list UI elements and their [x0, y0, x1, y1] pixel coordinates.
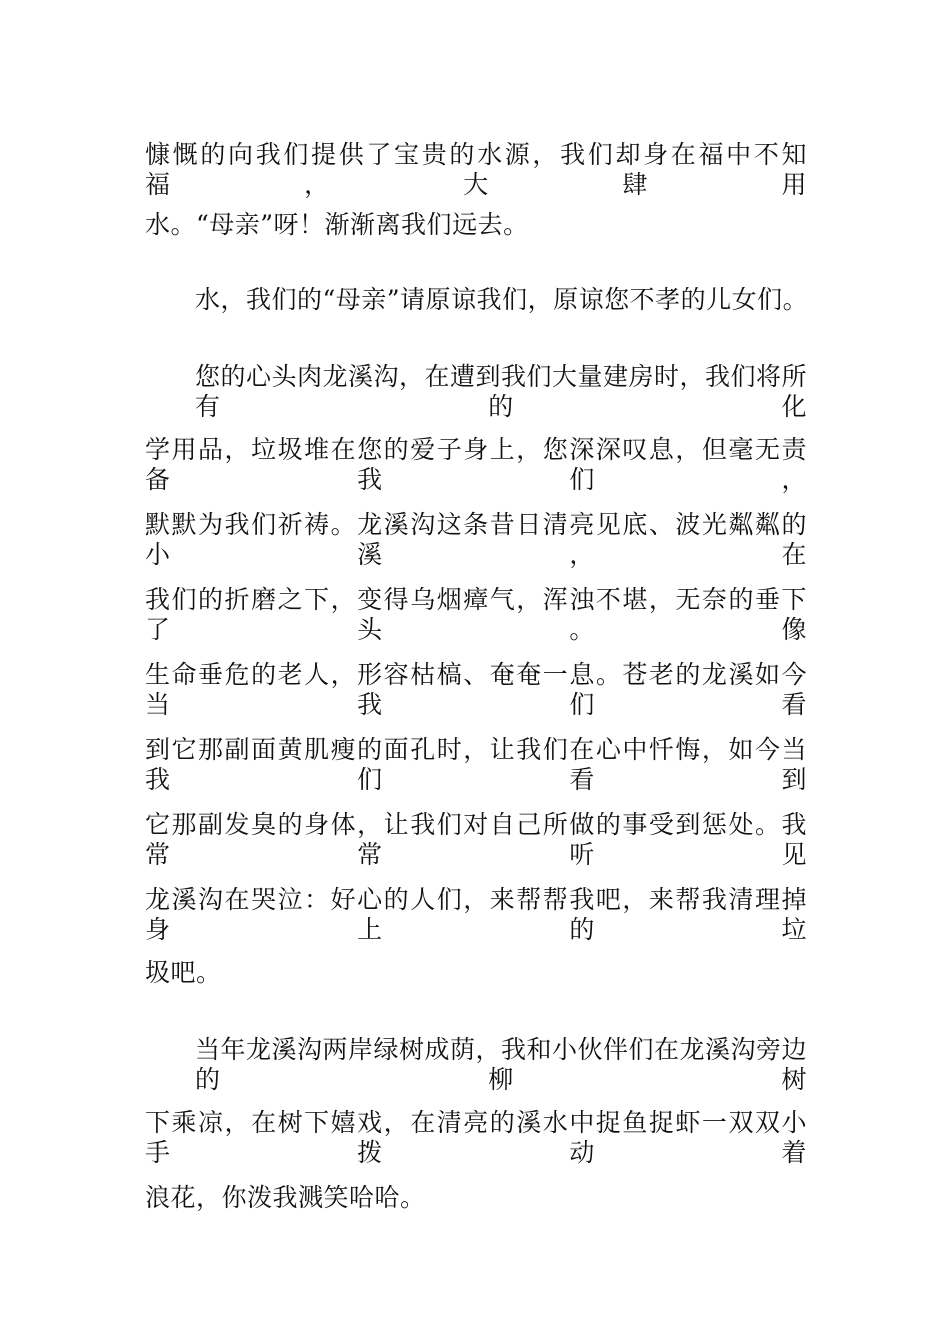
paragraph-line: 您的心头肉龙溪沟，在遭到我们大量建房时，我们将所有的化: [195, 362, 808, 421]
text-line: 慷慨的向我们提供了宝贵的水源，我们却身在福中不知福，大肆用: [145, 140, 807, 199]
text-line: 下乘凉，在树下嬉戏，在清亮的溪水中捉鱼捉虾一双双小手拨动着: [145, 1108, 807, 1167]
text-line: 默默为我们祈祷。龙溪沟这条昔日清亮见底、波光粼粼的小溪，在: [145, 510, 807, 569]
text-line: 生命垂危的老人，形容枯槁、奄奄一息。苍老的龙溪如今当我们看: [145, 660, 807, 719]
text-line: 我们的折磨之下，变得乌烟瘴气，浑浊不堪，无奈的垂下了头。像: [145, 585, 807, 644]
text-line: 圾吧。: [145, 958, 222, 987]
text-line: 龙溪沟在哭泣：好心的人们，来帮帮我吧，来帮我清理掉身上的垃: [145, 885, 807, 944]
text-line: 它那副发臭的身体，让我们对自己所做的事受到惩处。我常常听见: [145, 810, 807, 869]
text-line: 学用品，垃圾堆在您的爱子身上，您深深叹息，但毫无责备我们，: [145, 435, 807, 494]
paragraph-line: 水，我们的“母亲”请原谅我们，原谅您不孝的儿女们。: [195, 285, 809, 314]
text-line: 水。“母亲”呀！渐渐离我们远去。: [145, 210, 529, 239]
text-line: 浪花，你泼我溅笑哈哈。: [145, 1183, 426, 1212]
paragraph-line: 当年龙溪沟两岸绿树成荫，我和小伙伴们在龙溪沟旁边的柳树: [195, 1035, 808, 1094]
text-line: 到它那副面黄肌瘦的面孔时，让我们在心中忏悔，如今当我们看到: [145, 735, 807, 794]
